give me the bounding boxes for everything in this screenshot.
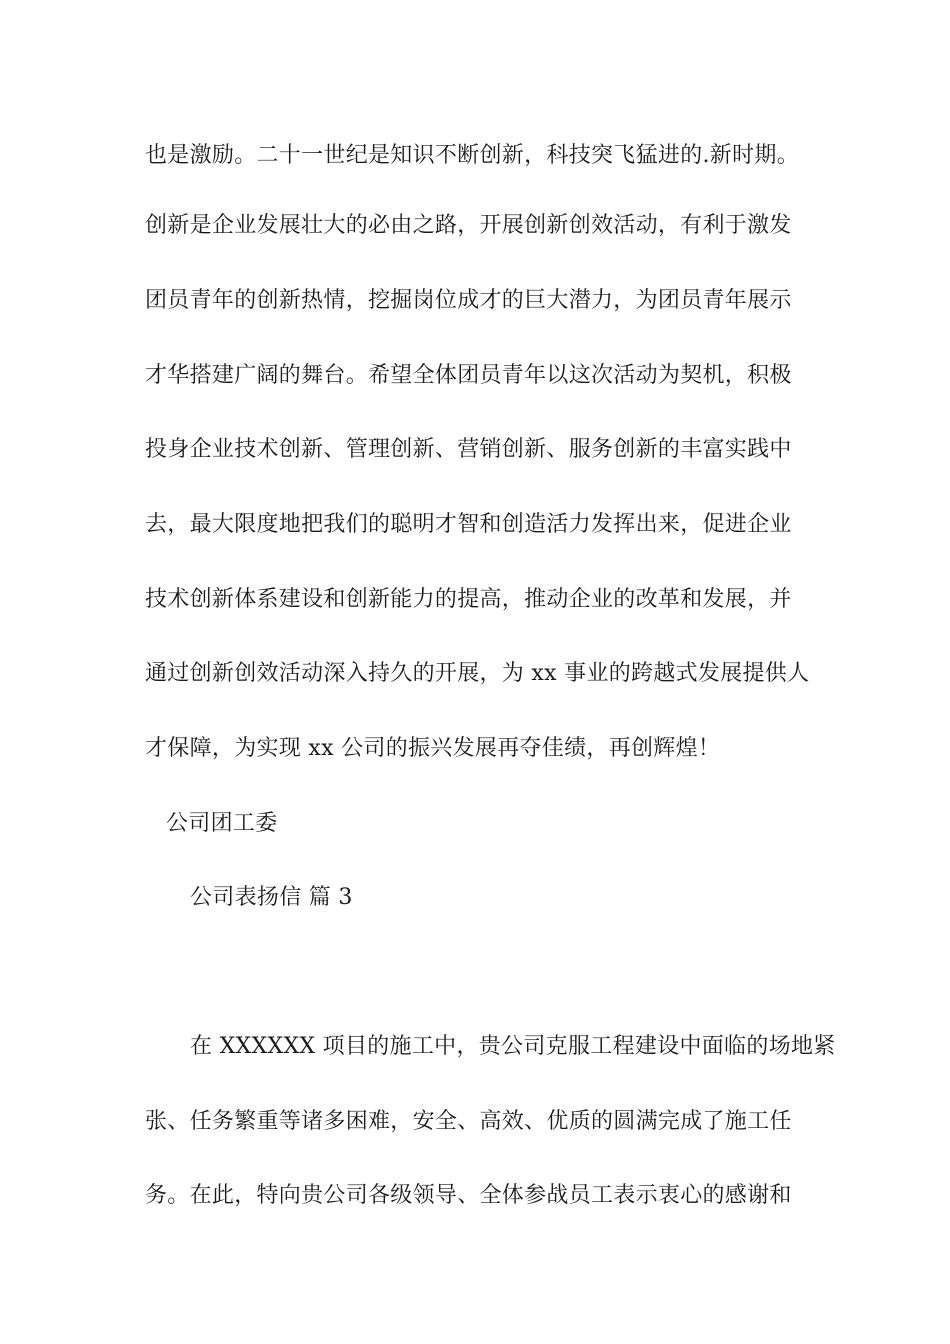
paragraph-line: 创新是企业发展壮大的必由之路，开展创新创效活动，有利于激发 [145,213,792,238]
paragraph-line: 在 XXXXXX 项目的施工中，贵公司克服工程建设中面临的场地紧 [190,1034,836,1059]
paragraph-line: 才华搭建广阔的舞台。希望全体团员青年以这次活动为契机，积极 [145,363,792,388]
paragraph-line: 投身企业技术创新、管理创新、营销创新、服务创新的丰富实践中 [145,437,792,462]
paragraph-line: 张、任务繁重等诸多困难，安全、高效、优质的圆满完成了施工任 [145,1109,792,1134]
paragraph-line: 去，最大限度地把我们的聪明才智和创造活力发挥出来，促进企业 [145,512,792,537]
paragraph-line: 才保障，为实现 xx 公司的振兴发展再夺佳绩，再创辉煌！ [145,736,721,761]
paragraph-line: 务。在此，特向贵公司各级领导、全体参战员工表示衷心的感谢和 [145,1183,792,1208]
section-title: 公司表扬信 篇 3 [190,885,353,910]
signature: 公司团工委 [166,811,278,836]
paragraph-line: 也是激励。二十一世纪是知识不断创新，科技突飞猛进的.新时期。 [145,143,799,168]
paragraph-line: 通过创新创效活动深入持久的开展，为 xx 事业的跨越式发展提供人 [145,661,810,686]
paragraph-line: 技术创新体系建设和创新能力的提高，推动企业的改革和发展，并 [145,587,792,612]
paragraph-line: 团员青年的创新热情，挖掘岗位成才的巨大潜力，为团员青年展示 [145,288,792,313]
